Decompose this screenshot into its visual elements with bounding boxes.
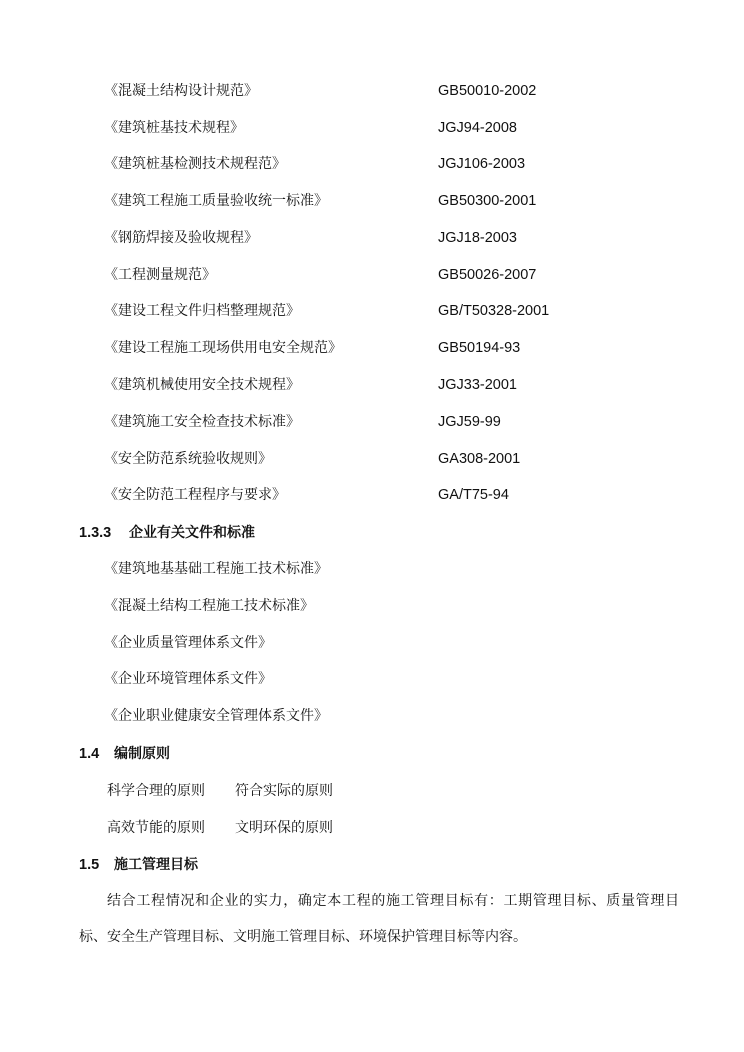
standard-name: 《建设工程文件归档整理规范》	[104, 303, 300, 319]
standard-code: JGJ33-2001	[438, 377, 517, 393]
principle-item: 符合实际的原则	[235, 783, 333, 799]
standard-name: 《混凝土结构设计规范》	[104, 83, 258, 99]
standard-code: GB/T50328-2001	[438, 303, 550, 319]
standard-code: GB50010-2002	[438, 83, 537, 99]
principle-item: 文明环保的原则	[235, 820, 333, 836]
standard-name: 《安全防范系统验收规则》	[104, 451, 272, 467]
standard-name: 《建筑桩基检测技术规程范》	[104, 156, 286, 172]
standard-code: GA/T75-94	[438, 487, 509, 503]
section-number: 1.3.3	[79, 525, 112, 541]
list-item: 《混凝土结构工程施工技术标准》	[104, 598, 314, 614]
section-title: 编制原则	[114, 746, 170, 762]
standard-name: 《建筑桩基技术规程》	[104, 120, 244, 136]
standard-code: JGJ106-2003	[438, 156, 526, 172]
section-number: 1.4	[79, 746, 100, 762]
list-item: 《建筑地基基础工程施工技术标准》	[104, 561, 328, 577]
standard-name: 《安全防范工程程序与要求》	[104, 487, 286, 503]
standard-name: 《建筑机械使用安全技术规程》	[104, 377, 300, 393]
section-number: 1.5	[79, 857, 100, 873]
list-item: 《企业职业健康安全管理体系文件》	[104, 708, 328, 724]
standard-code: JGJ59-99	[438, 414, 501, 430]
standard-code: GB50026-2007	[438, 267, 537, 283]
standard-name: 《建筑工程施工质量验收统一标准》	[104, 193, 328, 209]
standard-code: GB50300-2001	[438, 193, 537, 209]
standard-name: 《工程测量规范》	[104, 267, 216, 283]
standard-code: JGJ94-2008	[438, 120, 517, 136]
list-item: 《企业环境管理体系文件》	[104, 671, 272, 687]
standard-code: GA308-2001	[438, 451, 521, 467]
list-item: 《企业质量管理体系文件》	[104, 635, 272, 651]
section-title: 企业有关文件和标准	[129, 525, 255, 541]
standard-code: JGJ18-2003	[438, 230, 517, 246]
standard-code: GB50194-93	[438, 340, 521, 356]
section-title: 施工管理目标	[114, 857, 198, 873]
standard-name: 《建设工程施工现场供用电安全规范》	[104, 340, 342, 356]
principle-item: 科学合理的原则	[107, 783, 205, 799]
management-goals-paragraph: 结合工程情况和企业的实力，确定本工程的施工管理目标有：工期管理目标、质量管理目标、安全生产管理目标、文明施工管理目标、环境保护管理目标等内容。	[79, 893, 679, 945]
principle-item: 高效节能的原则	[107, 820, 205, 836]
standard-name: 《钢筋焊接及验收规程》	[104, 230, 258, 246]
standard-name: 《建筑施工安全检查技术标准》	[104, 414, 300, 430]
